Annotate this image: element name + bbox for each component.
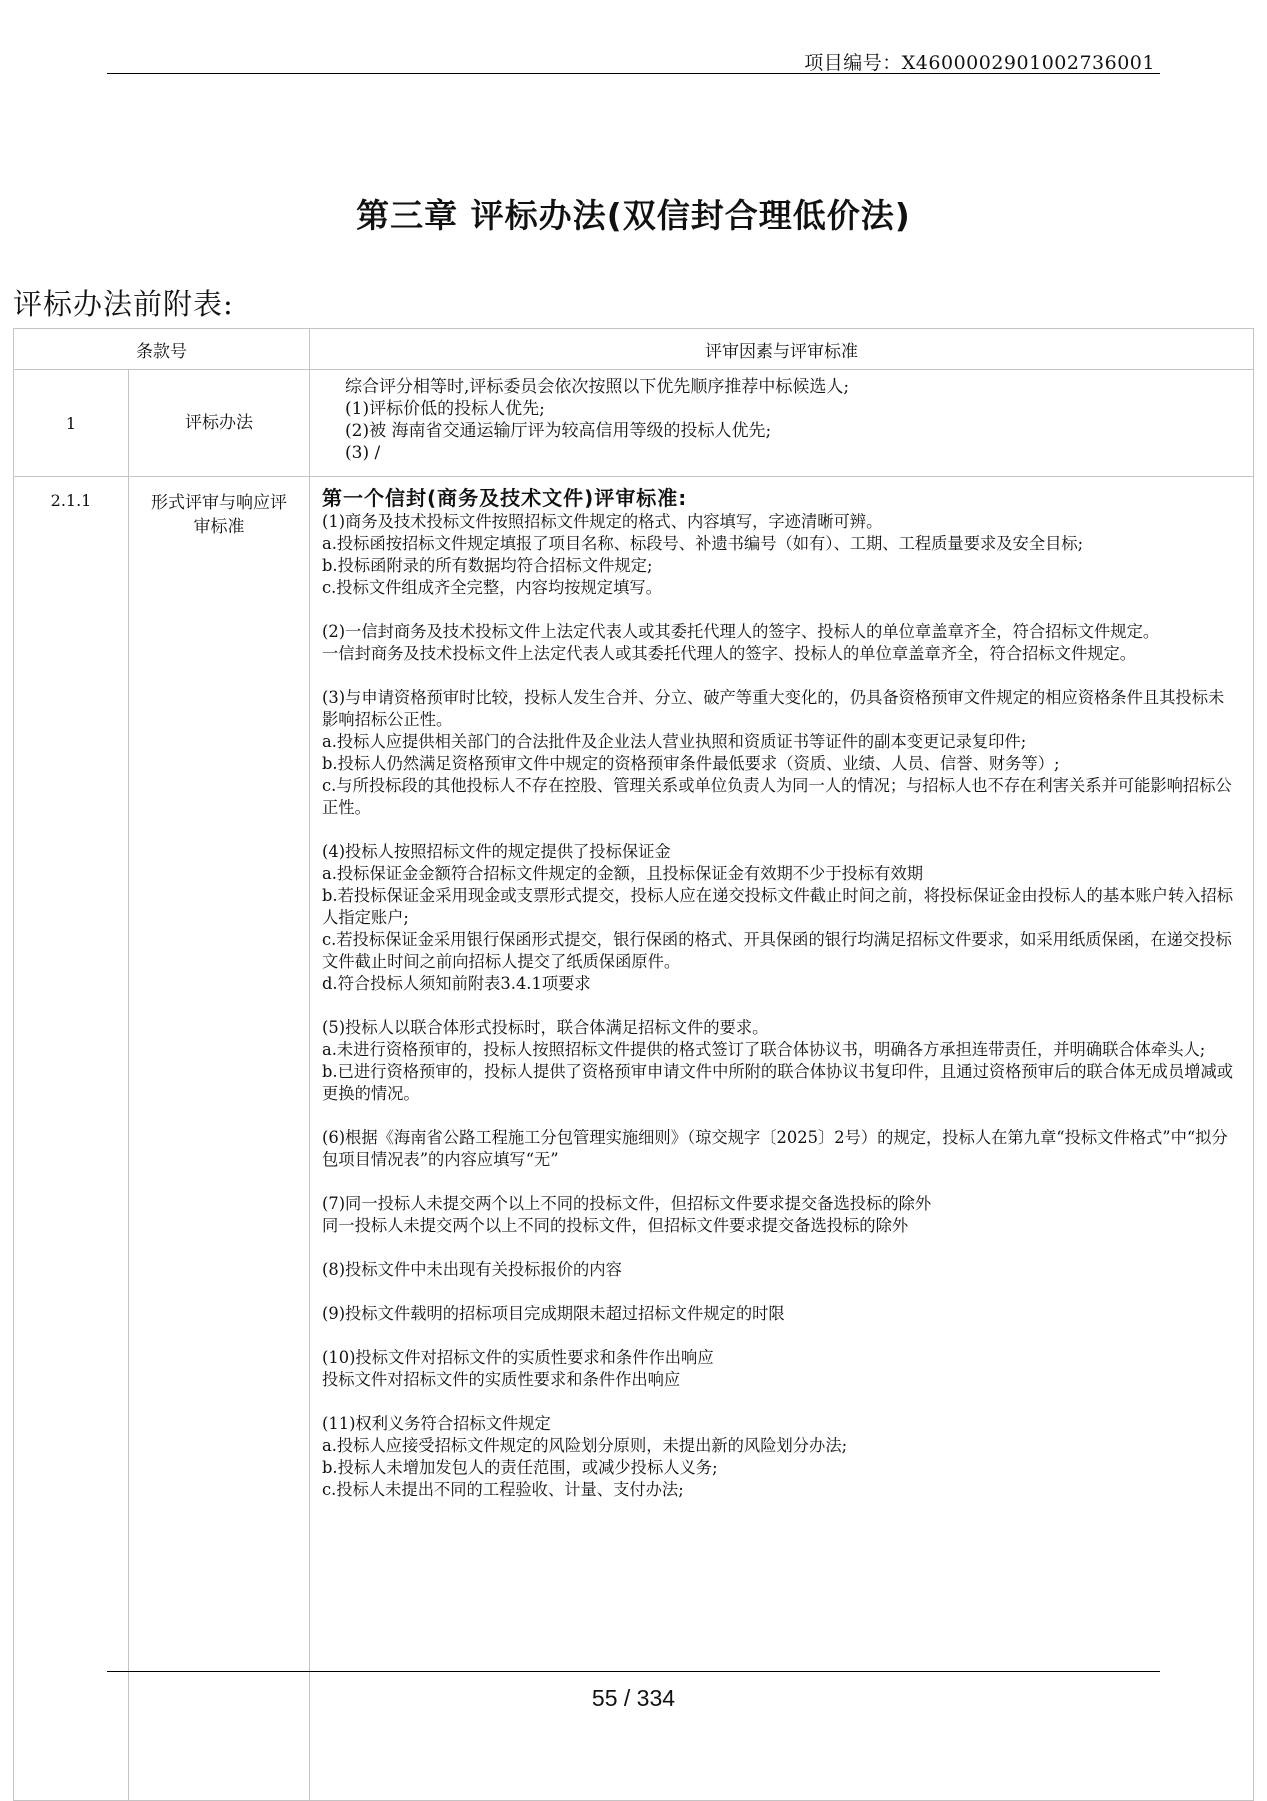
content-line: (2)被 海南省交通运输厅评为较高信用等级的投标人优先; [345, 421, 772, 441]
criteria-block [322, 687, 1235, 819]
criteria-heading: (5)投标人以联合体形式投标时，联合体满足招标文件的要求。 [322, 1018, 769, 1037]
header-criteria: 评审因素与评审标准 [310, 329, 1254, 370]
evaluation-table [13, 328, 1254, 1801]
criteria-block [322, 1017, 1235, 1105]
criteria-block [322, 1259, 1235, 1281]
chapter-title: 第三章 评标办法(双信封合理低价法) [356, 196, 911, 235]
criteria-item: d.符合投标人须知前附表3.4.1项要求 [322, 974, 591, 993]
block-spacer [322, 665, 1235, 687]
criteria-item: a.投标人应接受招标文件规定的风险划分原则，未提出新的风险划分办法; [322, 1436, 848, 1455]
criteria-heading: (1)商务及技术投标文件按照招标文件规定的格式、内容填写，字迹清晰可辨。 [322, 512, 883, 531]
criteria-title: 第一个信封(商务及技术文件)评审标准: [322, 486, 688, 510]
criteria-heading: (3)与申请资格预审时比较，投标人发生合并、分立、破产等重大变化的，仍具备资格预审文件规定的相应资格条件且其投标未影响招标公正性。 [322, 688, 1225, 729]
criteria-block [322, 511, 1235, 599]
criteria-block [322, 1127, 1235, 1171]
criteria-block [322, 1303, 1235, 1325]
criteria-item: a.未进行资格预审的，投标人按照招标文件提供的格式签订了联合体协议书，明确各方承担连带责任，并明确联合体牵头人; [322, 1040, 1206, 1059]
criteria-heading: (11)权利义务符合招标文件规定 [322, 1414, 551, 1433]
criteria-heading: (4)投标人按照招标文件的规定提供了投标保证金 [322, 842, 671, 861]
criteria-heading: (9)投标文件载明的招标项目完成期限未超过招标文件规定的时限 [322, 1304, 785, 1323]
criteria-item: b.投标函附录的所有数据均符合招标文件规定; [322, 556, 653, 575]
criteria-block [322, 621, 1235, 665]
criteria-item: c.投标人未提出不同的工程验收、计量、支付办法; [322, 1480, 684, 1499]
criteria-blocks [322, 511, 1235, 1501]
criteria-item: c.若投标保证金采用银行保函形式提交，银行保函的格式、开具保函的银行均满足招标文件要求，如采用纸质保函，在递交投标文件截止时间之前向招标人提交了纸质保函原件。 [322, 930, 1232, 971]
criteria-heading: (8)投标文件中未出现有关投标报价的内容 [322, 1260, 622, 1279]
table-row [14, 370, 1254, 477]
criteria-item: c.与所投标段的其他投标人不存在控股、管理关系或单位负责人为同一人的情况；与招标人也不存在利害关系并可能影响招标公正性。 [322, 776, 1232, 817]
criteria-heading: (7)同一投标人未提交两个以上不同的投标文件，但招标文件要求提交备选投标的除外 [322, 1194, 932, 1213]
criteria-heading: (2)一信封商务及技术投标文件上法定代表人或其委托代理人的签字、投标人的单位章盖章齐全，符合招标文件规定。 [322, 622, 1160, 641]
block-spacer [322, 1105, 1235, 1127]
criteria-item: a.投标保证金金额符合招标文件规定的金额，且投标保证金有效期不少于投标有效期 [322, 864, 924, 883]
table-header-row [14, 329, 1254, 370]
table-row [14, 477, 1254, 1801]
criteria-item: b.投标人仍然满足资格预审文件中规定的资格预审条件最低要求（资质、业绩、人员、信誉、财务等）; [322, 754, 1060, 773]
row-number: 1 [14, 370, 129, 477]
criteria-block [322, 1193, 1235, 1237]
header-rule [107, 73, 1160, 74]
row-content [310, 477, 1254, 1801]
criteria-item: 一信封商务及技术投标文件上法定代表人或其委托代理人的签字、投标人的单位章盖章齐全，符合招标文件规定。 [322, 644, 1137, 663]
header-clause-no: 条款号 [14, 329, 310, 370]
criteria-block [322, 841, 1235, 995]
row-number: 2.1.1 [14, 477, 129, 1801]
row-clause-name: 形式评审与响应评审标准 [129, 477, 310, 1801]
criteria-item: a.投标人应提供相关部门的合法批件及企业法人营业执照和资质证书等证件的副本变更记录复印件; [322, 732, 1027, 751]
criteria-item: c.投标文件组成齐全完整，内容均按规定填写。 [322, 578, 662, 597]
criteria-heading: (6)根据《海南省公路工程施工分包管理实施细则》（琼交规字〔2025〕2号）的规定，投标人在第九章“投标文件格式”中“拟分包项目情况表”的内容应填写“无” [322, 1128, 1228, 1169]
footer-rule [107, 1671, 1160, 1672]
block-spacer [322, 1281, 1235, 1303]
block-spacer [322, 1237, 1235, 1259]
project-number: 项目编号：X4600002901002736001 [804, 52, 1155, 74]
page-number: 55 / 334 [591, 1685, 676, 1711]
criteria-item: 同一投标人未提交两个以上不同的投标文件，但招标文件要求提交备选投标的除外 [322, 1216, 909, 1235]
criteria-block [322, 1347, 1235, 1391]
criteria-block [322, 1413, 1235, 1501]
criteria-item: b.已进行资格预审的，投标人提供了资格预审申请文件中所附的联合体协议书复印件，且通过资格预审后的联合体无成员增减或更换的情况。 [322, 1062, 1234, 1103]
criteria-item: a.投标函按招标文件规定填报了项目名称、标段号、补遗书编号（如有）、工期、工程质量要求及安全目标; [322, 534, 1084, 553]
section-subtitle: 评标办法前附表: [13, 287, 234, 321]
criteria-item: 投标文件对招标文件的实质性要求和条件作出响应 [322, 1370, 681, 1389]
block-spacer [322, 1325, 1235, 1347]
criteria-item: b.若投标保证金采用现金或支票形式提交，投标人应在递交投标文件截止时间之前，将投标保证金由投标人的基本账户转入招标人指定账户; [322, 886, 1234, 927]
content-line: 综合评分相等时,评标委员会依次按照以下优先顺序推荐中标候选人; [345, 377, 850, 397]
block-spacer [322, 1171, 1235, 1193]
row-clause-name: 评标办法 [129, 370, 310, 477]
block-spacer [322, 819, 1235, 841]
block-spacer [322, 995, 1235, 1017]
content-line: (1)评标价低的投标人优先; [345, 399, 545, 419]
content-line: (3) / [345, 443, 381, 463]
block-spacer [322, 1391, 1235, 1413]
block-spacer [322, 599, 1235, 621]
criteria-item: b.投标人未增加发包人的责任范围，或减少投标人义务; [322, 1458, 718, 1477]
criteria-heading: (10)投标文件对招标文件的实质性要求和条件作出响应 [322, 1348, 714, 1367]
row-content [310, 370, 1254, 477]
